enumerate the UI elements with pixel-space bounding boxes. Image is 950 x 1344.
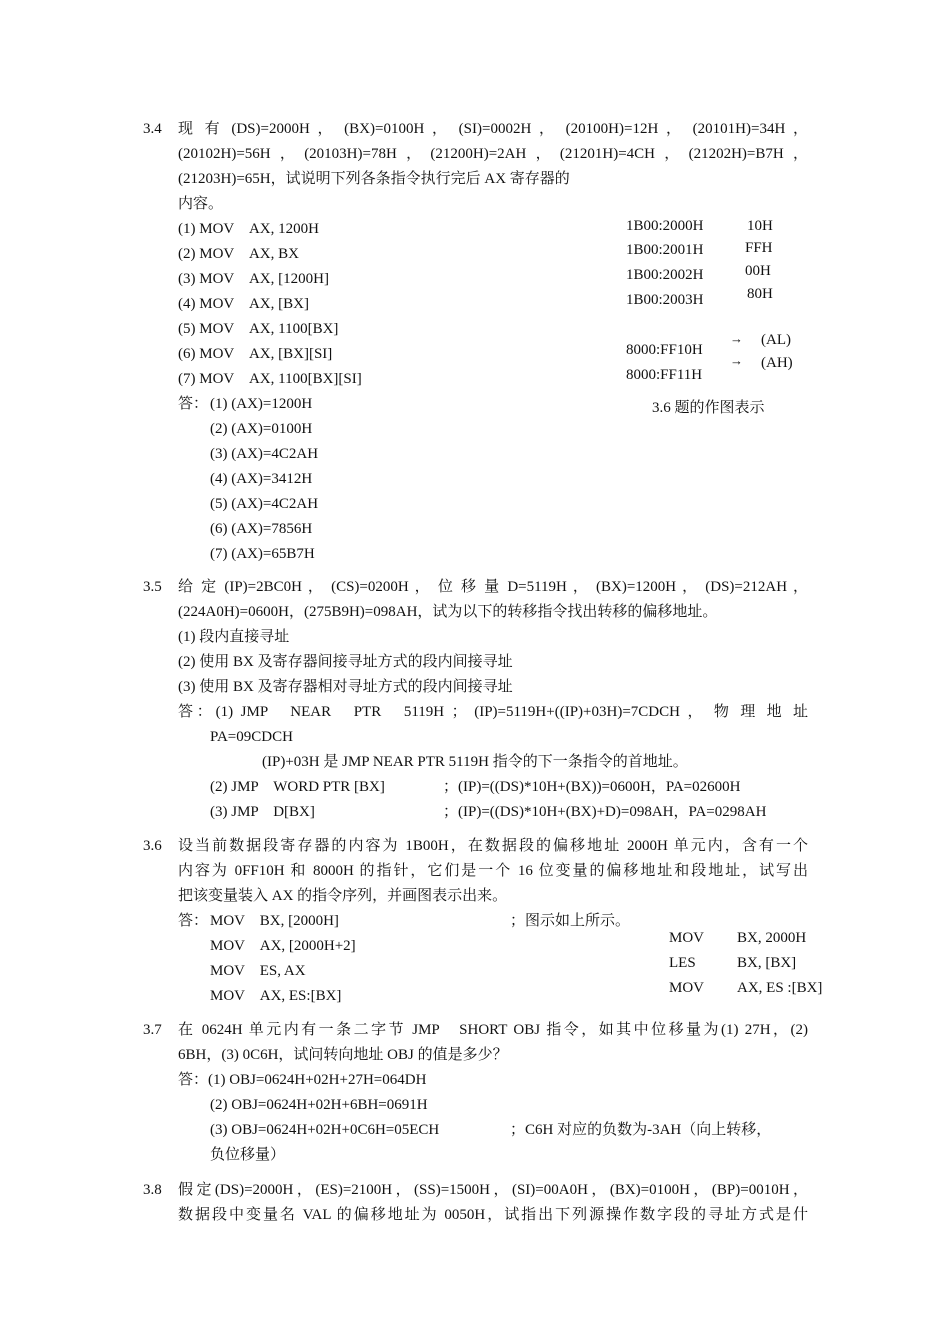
q34-instruction-5: (5) MOV AX, 1100[BX]: [178, 321, 339, 337]
arrow-right-icon: →: [730, 353, 743, 368]
mem-value-4: 80H: [747, 286, 773, 302]
q36-code-2: MOV AX, [2000H+2]: [210, 938, 356, 954]
q35-answer-2-instr: (2) JMP WORD PTR [BX]: [210, 779, 385, 795]
q34-answer-label: 答：: [178, 396, 209, 412]
q38-line-2: 数据段中变量名 VAL 的偏移地址为 0050H，试指出下列源操作数字段的寻址方式是什: [178, 1207, 808, 1223]
q34-number: 3.4: [143, 121, 162, 137]
q34-instruction-7: (7) MOV AX, 1100[BX][SI]: [178, 371, 362, 387]
q35-answer-3-instr: (3) JMP D[BX]: [210, 804, 315, 820]
q37-line-1: 在 0624H 单元内有一条二字节 JMP SHORT OBJ 指令，如其中位移量为(1) 27H，(2): [178, 1022, 808, 1038]
q35-item-2: (2) 使用 BX 及寄存器间接寻址方式的段内间接寻址: [178, 654, 513, 670]
q35-answer-1-note: (IP)+03H 是 JMP NEAR PTR 5119H 指令的下一条指令的首地址。: [262, 754, 688, 770]
q35-item-1: (1) 段内直接寻址: [178, 629, 290, 645]
q35-number: 3.5: [143, 579, 162, 595]
q34-answer-6: (6) (AX)=7856H: [210, 521, 313, 537]
q34-line-1: 现 有 (DS)=2000H ， (BX)=0100H ， (SI)=0002H ， (20100H)=12H ， (20101H)=34H ，: [178, 121, 808, 137]
q37-answer-1: 答：(1) OBJ=0624H+02H+27H=064DH: [178, 1072, 427, 1088]
q36-line-2: 内容为 0FF10H 和 8000H 的指针，它们是一个 16 位变量的偏移地址和段地址，试写出: [178, 863, 808, 879]
pointer-address-1: 8000:FF10H: [626, 342, 703, 358]
mem-value-1: 10H: [747, 218, 773, 234]
q37-answer-3-note-cont: 负位移量）: [210, 1147, 286, 1163]
q34-answer-4: (4) (AX)=3412H: [210, 471, 313, 487]
q36-code-4: MOV AX, ES:[BX]: [210, 988, 342, 1004]
q37-line-2: 6BH，(3) 0C6H，试问转向地址 OBJ 的值是多少？: [178, 1047, 508, 1063]
q36-alt-op-3: MOV: [669, 980, 705, 996]
q35-answer-1: 答：(1) JMP NEAR PTR 5119H ； (IP)=5119H+((IP)+03H)=7CDCH ， 物 理 地 址: [178, 704, 808, 720]
q35-line-1: 给 定 (IP)=2BC0H ， (CS)=0200H ， 位 移 量 D=5119H ， (BX)=1200H ， (DS)=212AH ，: [178, 579, 808, 595]
q36-alt-arg-2: BX, [BX]: [737, 955, 797, 971]
q34-line-3: (21203H)=65H，试说明下列各条指令执行完后 AX 寄存器的: [178, 171, 570, 187]
q36-line-3: 把该变量装入 AX 的指令序列，并画图表示出来。: [178, 888, 508, 904]
mem-address-4: 1B00:2003H: [626, 292, 704, 308]
q36-alt-op-1: MOV: [669, 930, 705, 946]
q34-instruction-1: (1) MOV AX, 1200H: [178, 221, 319, 237]
q35-line-2: (224A0H)=0600H，(275B9H)=098AH，试为以下的转移指令找出转移的偏移地址。: [178, 604, 718, 620]
q34-line-2: (20102H)=56H，(20103H)=78H，(21200H)=2AH，(21201H)=4CH，(21202H)=B7H，: [178, 146, 808, 162]
q34-answer-7: (7) (AX)=65B7H: [210, 546, 315, 562]
q37-number: 3.7: [143, 1022, 162, 1038]
q35-answer-2-result: ；(IP)=((DS)*10H+(BX))=0600H，PA=02600H: [443, 779, 741, 795]
q34-instruction-3: (3) MOV AX, [1200H]: [178, 271, 329, 287]
q37-answer-2: (2) OBJ=0624H+02H+6BH=0691H: [210, 1097, 428, 1113]
mem-address-3: 1B00:2002H: [626, 267, 704, 283]
q36-alt-op-2: LES: [669, 955, 696, 971]
figure-caption: 3.6 题的作图表示: [652, 400, 765, 416]
q34-instruction-6: (6) MOV AX, [BX][SI]: [178, 346, 333, 362]
q34-answer-3: (3) (AX)=4C2AH: [210, 446, 319, 462]
q36-code-3: MOV ES, AX: [210, 963, 306, 979]
q34-answer-2: (2) (AX)=0100H: [210, 421, 313, 437]
register-al: (AL): [761, 332, 791, 348]
q35-item-3: (3) 使用 BX 及寄存器相对寻址方式的段内间接寻址: [178, 679, 513, 695]
mem-value-3: 00H: [745, 263, 771, 279]
mem-address-1: 1B00:2000H: [626, 218, 704, 234]
pointer-address-2: 8000:FF11H: [626, 367, 703, 383]
q36-number: 3.6: [143, 838, 162, 854]
q36-answer-label: 答：: [178, 913, 209, 929]
q36-code-1: MOV BX, [2000H]: [210, 913, 339, 929]
mem-value-2: FFH: [745, 240, 773, 256]
q37-answer-3-note: ；C6H 对应的负数为-3AH（向上转移，: [510, 1122, 772, 1138]
q36-alt-arg-3: AX, ES :[BX]: [737, 980, 823, 996]
arrow-right-icon: →: [730, 331, 743, 346]
q34-answer-5: (5) (AX)=4C2AH: [210, 496, 319, 512]
q36-comment: ；图示如上所示。: [510, 913, 631, 929]
q34-instruction-2: (2) MOV AX, BX: [178, 246, 299, 262]
q34-instruction-4: (4) MOV AX, [BX]: [178, 296, 309, 312]
register-ah: (AH): [761, 355, 793, 371]
q34-line-4: 内容。: [178, 196, 224, 212]
q34-answer-1: (1) (AX)=1200H: [210, 396, 313, 412]
q36-alt-arg-1: BX, 2000H: [737, 930, 807, 946]
q37-answer-3: (3) OBJ=0624H+02H+0C6H=05ECH: [210, 1122, 440, 1138]
q38-line-1: 假定(DS)=2000H，(ES)=2100H，(SS)=1500H，(SI)=00A0H，(BX)=0100H，(BP)=0010H，: [178, 1182, 808, 1198]
q38-number: 3.8: [143, 1182, 162, 1198]
q35-answer-1-pa: PA=09CDCH: [210, 729, 293, 745]
q36-line-1: 设当前数据段寄存器的内容为 1B00H，在数据段的偏移地址 2000H 单元内，含有一个: [178, 838, 808, 854]
q35-answer-3-result: ；(IP)=((DS)*10H+(BX)+D)=098AH，PA=0298AH: [443, 804, 767, 820]
mem-address-2: 1B00:2001H: [626, 242, 704, 258]
